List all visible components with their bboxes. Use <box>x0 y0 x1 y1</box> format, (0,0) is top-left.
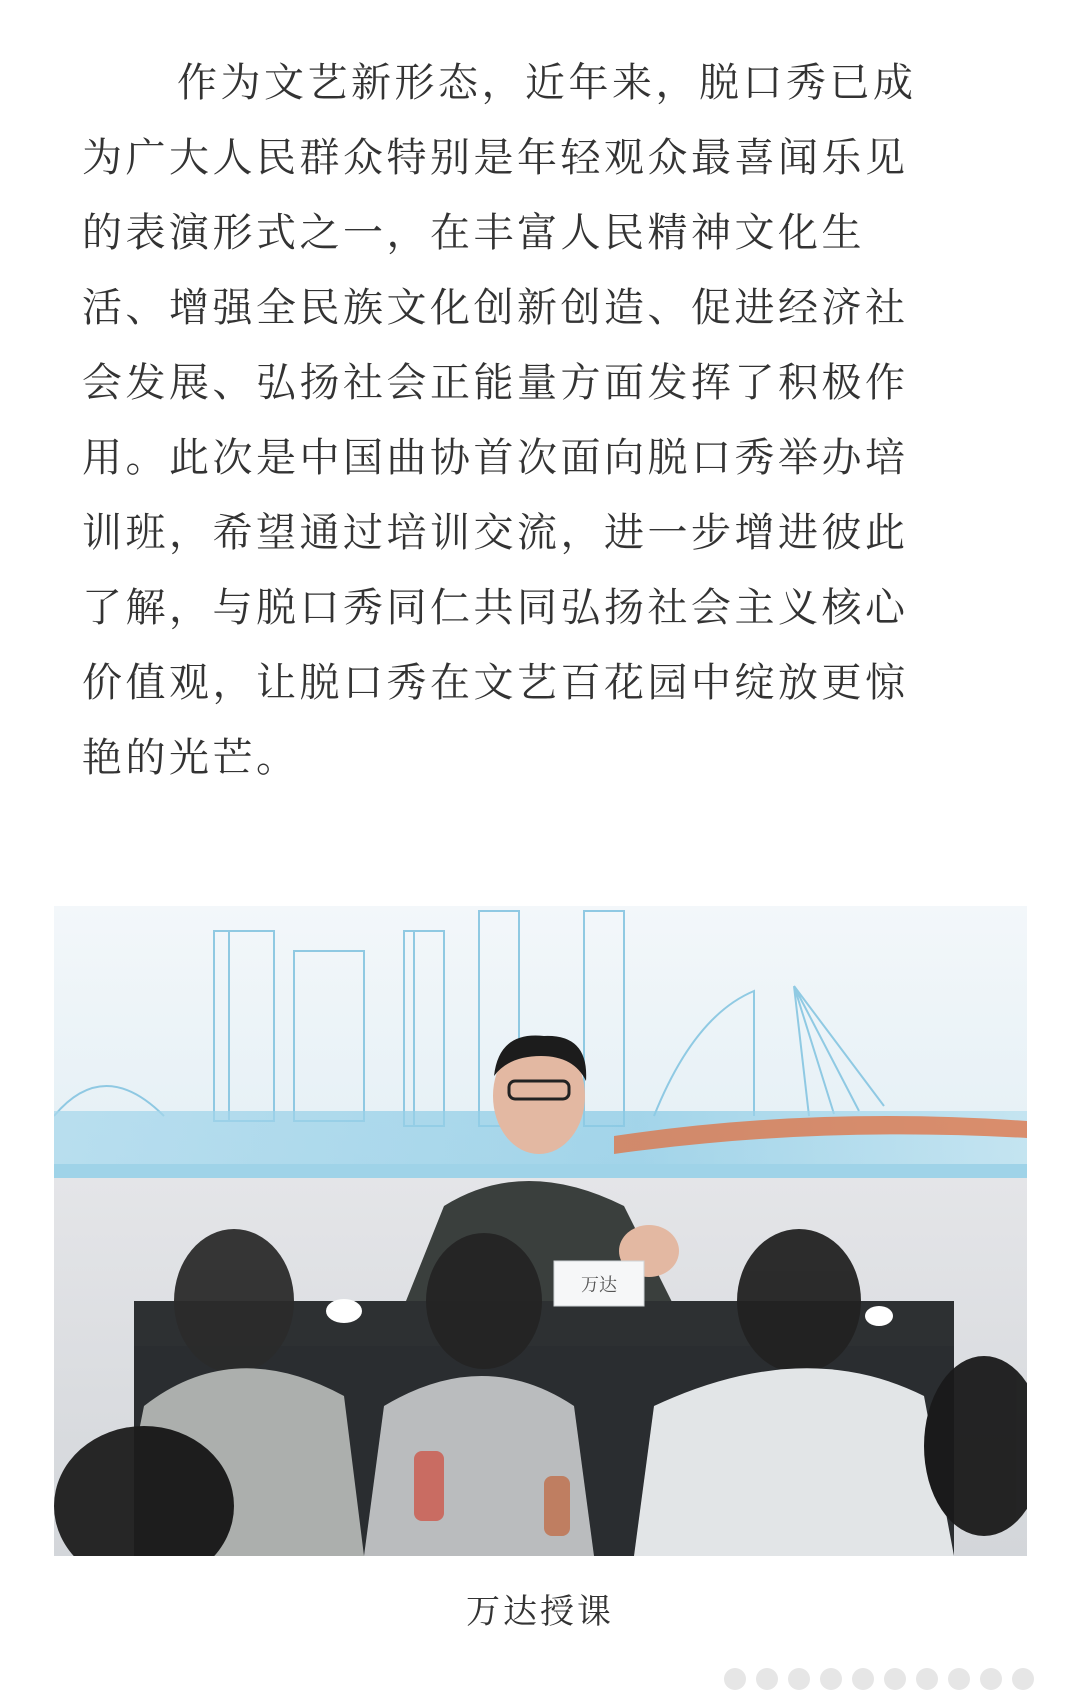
article-paragraph <box>82 46 972 796</box>
paragraph-line: 艳的光芒。 <box>82 735 300 781</box>
paragraph-line: 会发展、弘扬社会正能量方面发挥了积极作 <box>82 360 909 406</box>
paragraph-line: 作为文艺新形态，近年来，脱口秀已成 <box>177 60 917 106</box>
lecture-photo[interactable] <box>54 906 1027 1556</box>
paragraph-line: 用。此次是中国曲协首次面向脱口秀举办培 <box>82 435 909 481</box>
speaker-nameplate: 万达 <box>581 1275 617 1295</box>
paragraph-line: 活、增强全民族文化创新创造、促进经济社 <box>82 285 909 331</box>
paragraph-line: 训班，希望通过培训交流，进一步增进彼此 <box>82 510 909 556</box>
paragraph-line: 价值观，让脱口秀在文艺百花园中绽放更惊 <box>82 660 909 706</box>
paragraph-line: 的表演形式之一，在丰富人民精神文化生 <box>82 210 865 256</box>
paragraph-line: 了解，与脱口秀同仁共同弘扬社会主义核心 <box>82 585 909 631</box>
paragraph-line: 为广大人民群众特别是年轻观众最喜闻乐见 <box>82 135 909 181</box>
watermark-dots <box>722 1666 1052 1692</box>
photo-caption: 万达授课 <box>466 1592 614 1632</box>
lecture-photo-illustration <box>54 906 1027 1556</box>
